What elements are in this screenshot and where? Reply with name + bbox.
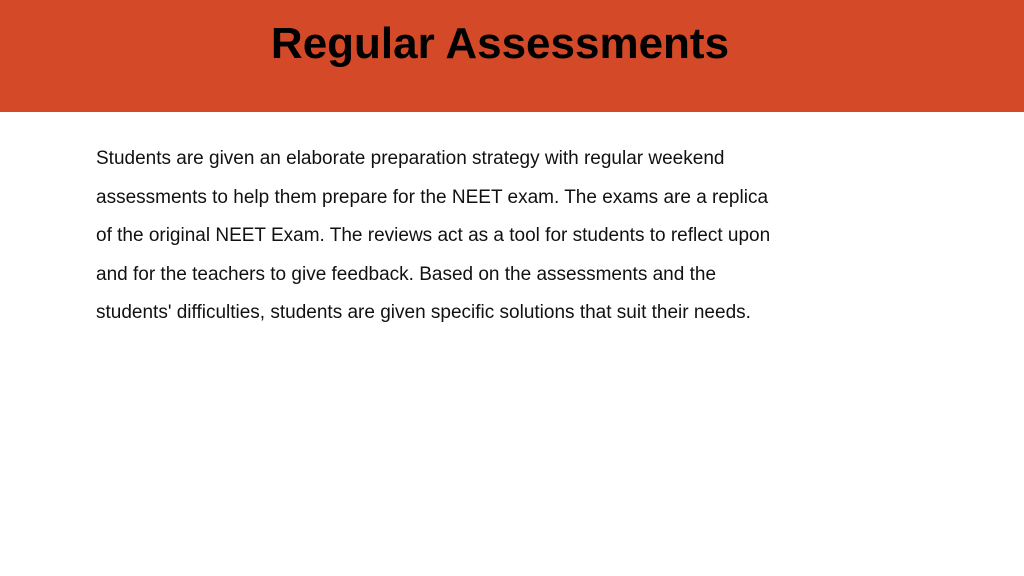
- body-line: Students are given an elaborate preparation strategy with regular weekend: [96, 148, 725, 169]
- body-line: of the original NEET Exam. The reviews act as a tool for students to reflect upon: [96, 225, 771, 246]
- slide-title: Regular Assessments: [270, 19, 730, 68]
- body-line: students' difficulties, students are given specific solutions that suit their needs.: [96, 302, 751, 323]
- body-paragraph: [96, 140, 876, 333]
- title-bar: [0, 0, 1024, 112]
- body-line: assessments to help them prepare for the NEET exam. The exams are a replica: [96, 186, 769, 208]
- body-line: and for the teachers to give feedback. Based on the assessments and the: [96, 263, 717, 285]
